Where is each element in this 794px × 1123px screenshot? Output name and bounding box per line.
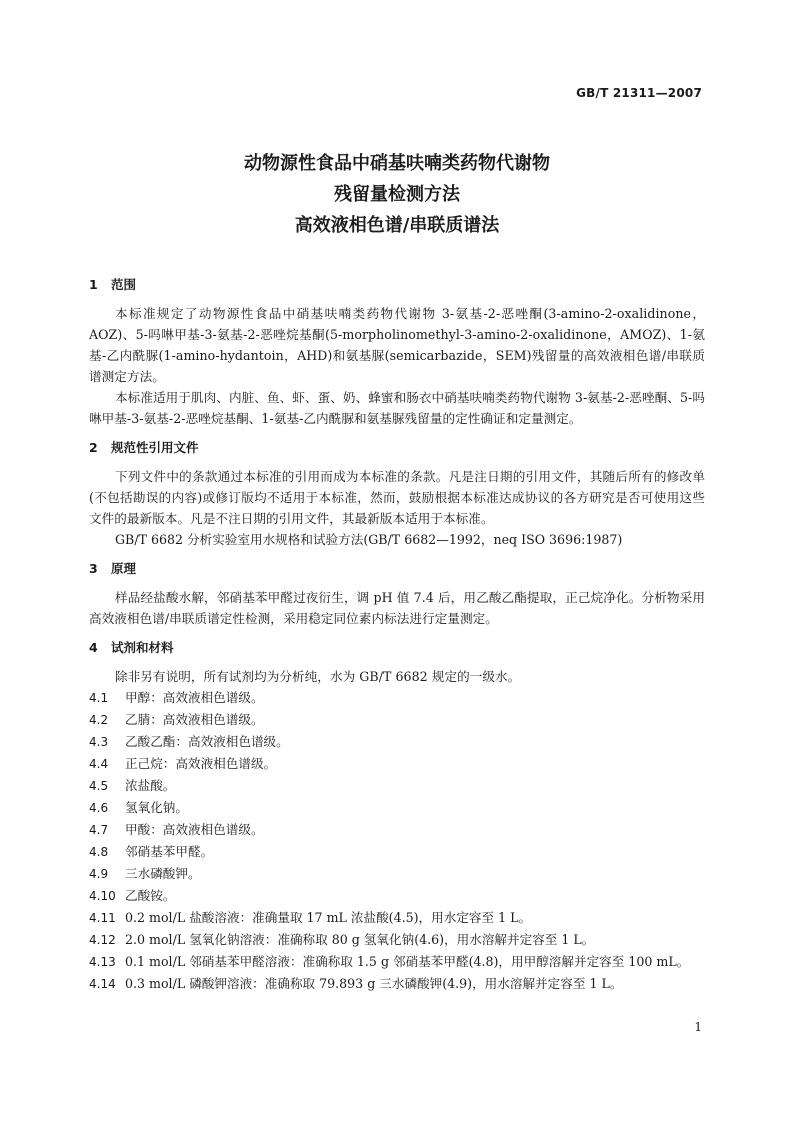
item-text: 氢氧化钠。 (125, 800, 188, 815)
item-text: 0.2 mol/L 盐酸溶液：准确量取 17 mL 浓盐酸(4.5)，用水定容至 1 L。 (125, 910, 532, 925)
item-number: 4.14 (89, 977, 116, 991)
item-number: 4.13 (89, 955, 116, 969)
list-item (89, 687, 705, 709)
list-item (89, 885, 705, 907)
title-line-3: 高效液相色谱/串联质谱法 (294, 215, 500, 236)
section-title: 规范性引用文件 (111, 440, 199, 455)
item-number: 4.3 (89, 735, 109, 749)
item-number: 4.7 (89, 823, 109, 837)
section-title: 范围 (111, 277, 137, 292)
list-item (89, 951, 705, 973)
item-text: 邻硝基苯甲醛。 (125, 844, 214, 859)
item-number: 4.12 (89, 933, 116, 947)
item-text: 乙酸铵。 (125, 888, 176, 903)
item-number: 4.11 (89, 911, 116, 925)
item-number: 4.2 (89, 713, 109, 727)
list-item (89, 929, 705, 951)
title-line-2: 残留量检测方法 (334, 184, 460, 205)
list-item (89, 841, 705, 863)
item-text: 三水磷酸钾。 (125, 866, 201, 881)
paragraph: 样品经盐酸水解，邻硝基苯甲醛过夜衍生，调 pH 值 7.4 后，用乙酸乙酯提取，正己烷净化。分析物采用高效液相色谱/串联质谱定性检测，采用稳定同位素内标法进行定量测定。 (89, 590, 705, 626)
paragraph: 除非另有说明，所有试剂均为分析纯，水为 GB/T 6682 规定的一级水。 (115, 669, 521, 684)
document-body (89, 274, 705, 995)
section-heading-scope (89, 274, 705, 295)
item-text: 甲酸：高效液相色谱级。 (125, 822, 264, 837)
section-number: 2 (89, 440, 98, 455)
item-text: 甲醇：高效液相色谱级。 (125, 690, 264, 705)
section-number: 3 (89, 561, 98, 576)
item-text: 乙酸乙酯：高效液相色谱级。 (125, 734, 289, 749)
item-text: 2.0 mol/L 氢氧化钠溶液：准确称取 80 g 氢氧化钠(4.6)，用水溶解并定容至 1 L。 (125, 932, 595, 947)
paragraph: 下列文件中的条款通过本标准的引用而成为本标准的条款。凡是注日期的引用文件，其随后所有的修改单(不包括勘误的内容)或修订版均不适用于本标准，然而，鼓励根据本标准达成协议的各方研究是否可使用这些文件的最新版本。凡是不注日期的引用文件，其最新版本适用于本标准。 (89, 469, 705, 526)
list-item (89, 863, 705, 885)
title-line-1: 动物源性食品中硝基呋喃类药物代谢物 (244, 153, 550, 174)
section-heading-reagents (89, 637, 705, 658)
reference-entry: GB/T 6682 分析实验室用水规格和试验方法(GB/T 6682—1992，neq ISO 3696:1987) (115, 532, 623, 547)
page-number: 1 (694, 1020, 702, 1034)
section-title: 试剂和材料 (111, 640, 174, 655)
list-item (89, 973, 705, 995)
section-title: 原理 (111, 561, 137, 576)
item-number: 4.5 (89, 779, 109, 793)
list-item (89, 709, 705, 731)
paragraph: 本标准规定了动物源性食品中硝基呋喃类药物代谢物 3-氨基-2-恶唑酮(3-amino-2-oxalidinone，AOZ)、5-吗啉甲基-3-氨基-2-恶唑烷基酮(5-morpholinomethyl-3-amino-2-oxalidinone，AMOZ)、1-氨基-乙内酰脲(1-amino-hydantoin，AHD)和氨基脲(semicarbazide，SEM)残留量的高效液相色谱/串联质谱测定方法。 (89, 306, 705, 384)
list-item (89, 797, 705, 819)
paragraph: 本标准适用于肌肉、内脏、鱼、虾、蛋、奶、蜂蜜和肠衣中硝基呋喃类药物代谢物 3-氨基-2-恶唑酮、5-吗啉甲基-3-氨基-2-恶唑烷基酮、1-氨基-乙内酰脲和氨基脲残留量的定性确证和定量测定。 (89, 390, 705, 426)
standard-number: GB/T 21311—2007 (576, 86, 702, 100)
item-text: 0.1 mol/L 邻硝基苯甲醛溶液：准确称取 1.5 g 邻硝基苯甲醛(4.8)，用甲醇溶解并定容至 100 mL。 (125, 954, 690, 969)
list-item (89, 731, 705, 753)
item-number: 4.4 (89, 757, 109, 771)
section-heading-principle (89, 558, 705, 579)
list-item (89, 907, 705, 929)
section-heading-normative-references (89, 437, 705, 458)
item-number: 4.9 (89, 867, 109, 881)
item-number: 4.1 (89, 691, 109, 705)
item-text: 0.3 mol/L 磷酸钾溶液：准确称取 79.893 g 三水磷酸钾(4.9)，用水溶解并定容至 1 L。 (125, 976, 623, 991)
item-text: 浓盐酸。 (125, 778, 176, 793)
item-number: 4.10 (89, 889, 116, 903)
section-number: 1 (89, 277, 98, 292)
item-number: 4.6 (89, 801, 109, 815)
item-text: 正己烷：高效液相色谱级。 (125, 756, 277, 771)
item-number: 4.8 (89, 845, 109, 859)
list-item (89, 775, 705, 797)
list-item (89, 819, 705, 841)
document-title (0, 148, 794, 241)
item-text: 乙腈：高效液相色谱级。 (125, 712, 264, 727)
section-number: 4 (89, 640, 98, 655)
list-item (89, 753, 705, 775)
